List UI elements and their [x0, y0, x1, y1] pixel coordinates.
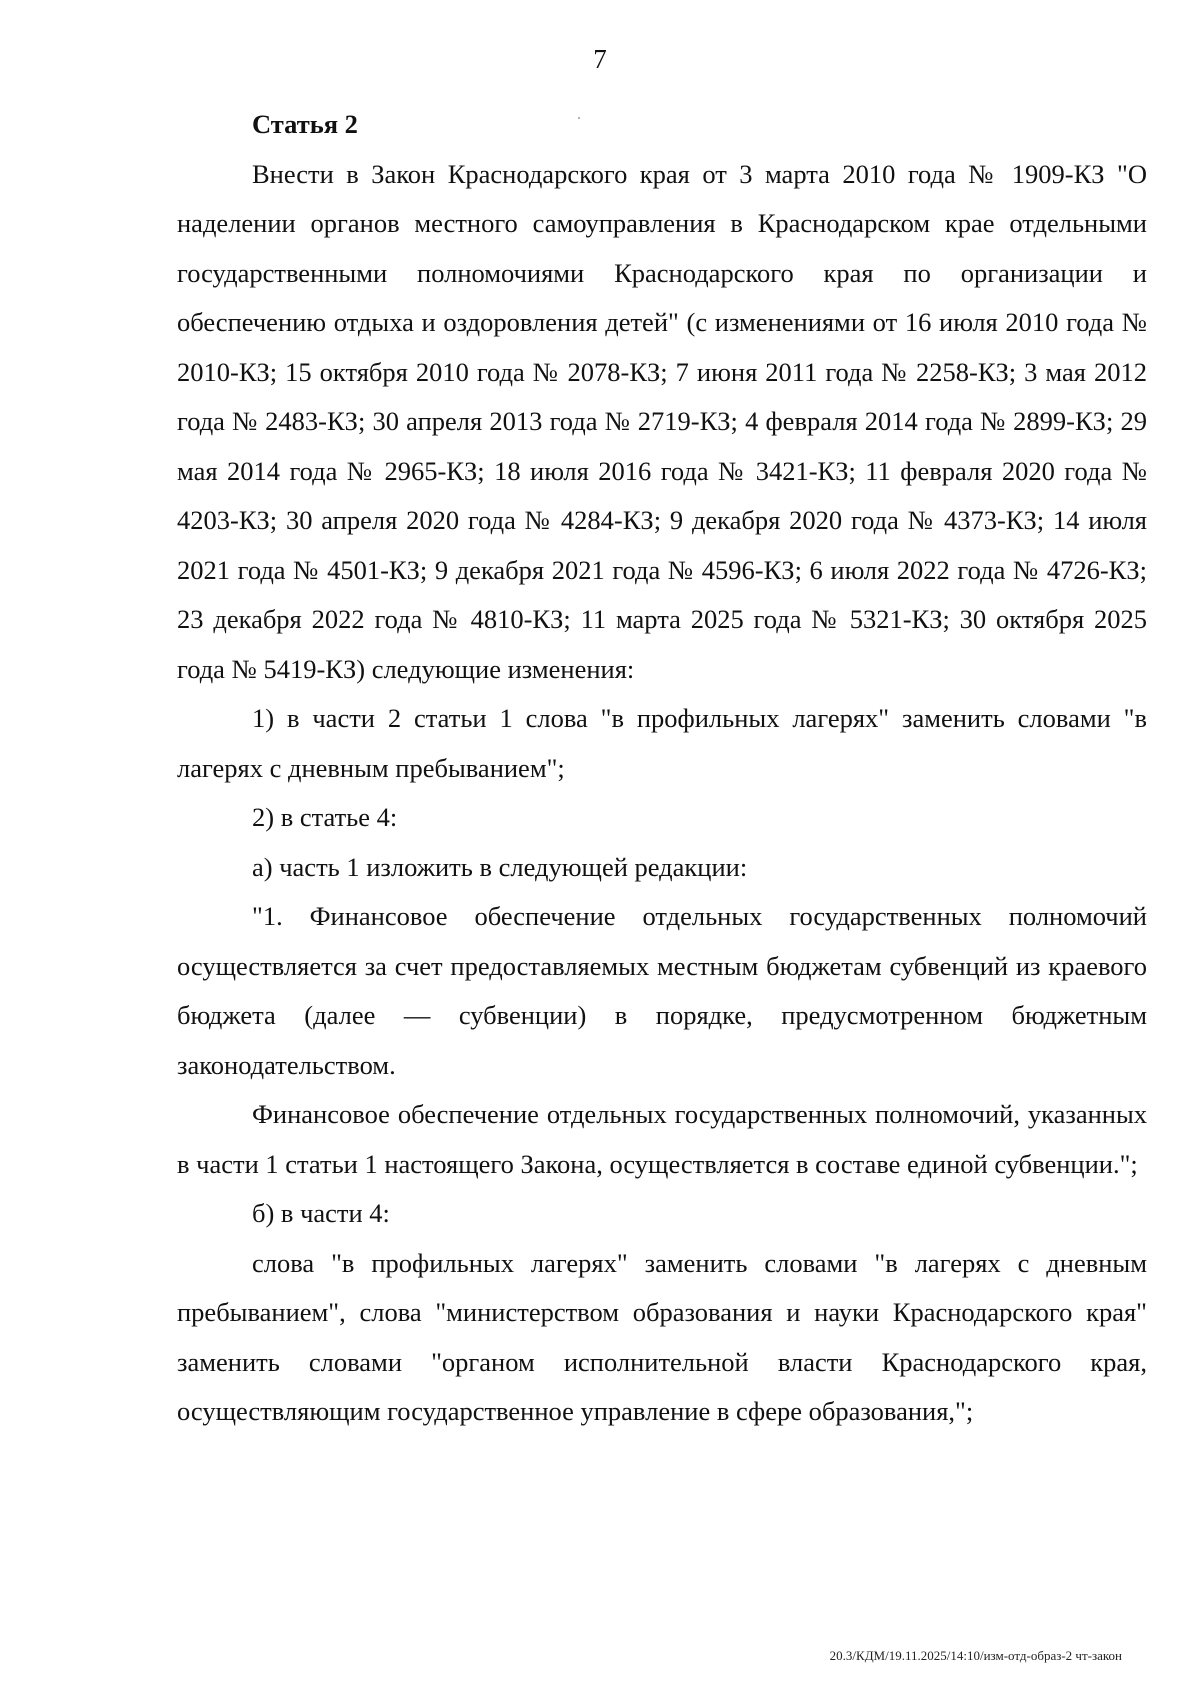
paragraph-item-2b: б) в части 4: [252, 1198, 390, 1228]
paragraph-item-1: 1) в части 2 статьи 1 слова "в профильных лагерях" заменить словами "в лагерях с дневным пребыванием"; [177, 703, 1147, 783]
paragraph-item-2: 2) в статье 4: [252, 802, 398, 832]
article-heading: Статья 2 [252, 109, 358, 139]
paragraph-item-2a: а) часть 1 изложить в следующей редакции: [252, 851, 748, 882]
document-body [177, 100, 1147, 1437]
document-footer-code: 20.3/КДМ/19.11.2025/14:10/изм-отд-образ-2 чт-закон [829, 1648, 1122, 1663]
paragraph-quote-part-2: Финансовое обеспечение отдельных государственных полномочий, указанных в части 1 статьи 1 настоящего Закона, осуществляется в составе единой субвенции."; [177, 1099, 1147, 1179]
paragraph-quote-part-1: "1. Финансовое обеспечение отдельных государственных полномочий осуществляется за счет предоставляемых местным бюджетам субвенций из краевого бюджета (далее — субвенции) в порядке, предусмотренном бюджетным законодательством. [177, 901, 1147, 1080]
page-number: 7 [593, 44, 607, 74]
paragraph-item-2b-text: слова "в профильных лагерях" заменить словами "в лагерях с дневным пребыванием", слова "министерством образования и науки Краснодарского края" заменить словами "органом исполнительной власти Краснодарского края, осуществляющим государственное управление в сфере образования,"; [177, 1247, 1147, 1426]
paragraph-intro: Внести в Закон Краснодарского края от 3 марта 2010 года № 1909-КЗ "О наделении органов местного самоуправления в Краснодарском крае отдельными государственными полномочиями Краснодарского края по организации и обеспечению отдыха и оздоровления детей" (с изменениями от 16 июля 2010 года № 2010-КЗ; 15 октября 2010 года № 2078-КЗ; 7 июня 2011 года № 2258-КЗ; 3 мая 2012 года № 2483-КЗ; 30 апреля 2013 года № 2719-КЗ; 4 февраля 2014 года № 2899-КЗ; 29 мая 2014 года № 2965-КЗ; 18 июля 2016 года № 3421-КЗ; 11 февраля 2020 года № 4203-КЗ; 30 апреля 2020 года № 4284-КЗ; 9 декабря 2020 года № 4373-КЗ; 14 июля 2021 года № 4501-КЗ; 9 декабря 2021 года № 4596-КЗ; 6 июля 2022 года № 4726-КЗ; 23 декабря 2022 года № 4810-КЗ; 11 марта 2025 года № 5321-КЗ; 30 октября 2025 года № 5419-КЗ) следующие изменения: [177, 158, 1147, 684]
